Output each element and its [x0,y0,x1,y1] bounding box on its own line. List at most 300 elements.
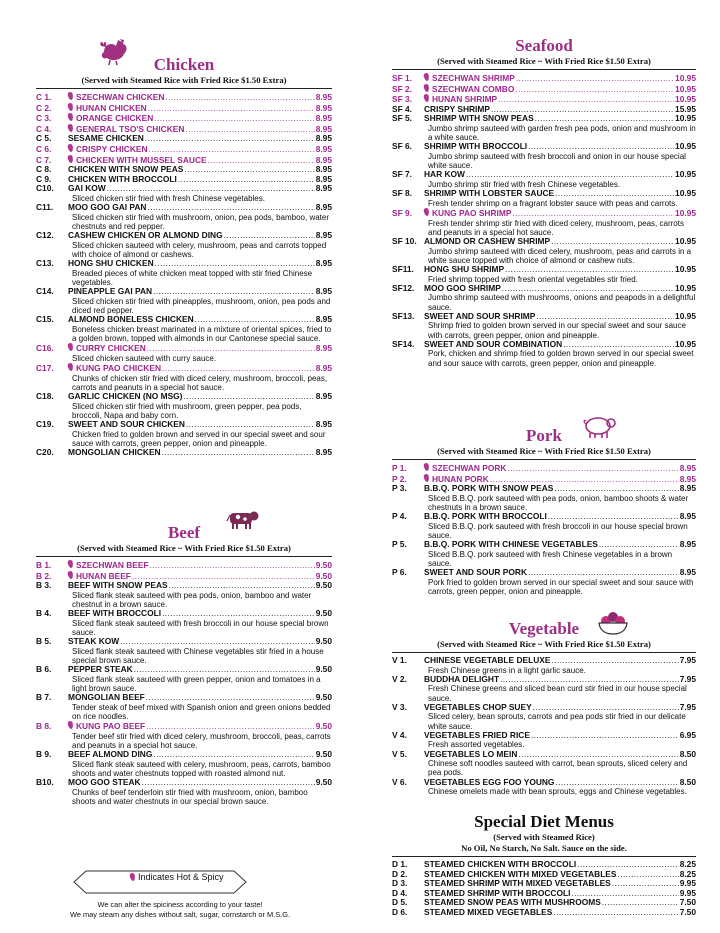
item-name: SZECHWAN COMBO [432,83,515,94]
item-price: 8.95 [315,123,332,134]
item-code: D 2. [392,868,408,879]
chili-pepper-icon [67,560,74,569]
divider [36,556,332,557]
item-code: SF13. [392,310,415,321]
item-description: Tender steak of beef mixed with Spanish onion and green onions bedded on rice noodles. [72,702,331,721]
item-name: ALMOND OR CASHEW SHRIMP [424,235,551,246]
chili-pepper-icon [67,363,74,372]
dot-leader [535,114,674,124]
menu-item [392,84,696,95]
item-code: SF 1. [392,73,413,83]
item-price: 8.95 [315,92,332,102]
menu-item [36,184,332,203]
item-name: SZECHWAN BEEF [76,560,149,570]
item-code: B 5. [36,636,52,647]
item-code: C10. [36,183,54,194]
item-code: C 8. [36,164,52,175]
item-name: BEEF ALMOND DING [68,749,153,760]
dot-leader [553,908,678,918]
beef-subtitle: (Served with Steamed Rice ~ With Fried Rice $1.50 Extra) [77,543,291,553]
footer-line-1: We can alter the spiciness according to your taste! [97,900,263,909]
item-description: Boneless chicken breast marinated in a mixture of oriental spices, fried to a golden brown, topped with almonds in our Cantonese special sauce. [72,324,332,343]
dot-leader [528,142,674,152]
item-name: HUNAN PORK [432,473,489,484]
dot-leader [169,581,315,591]
item-name: PEPPER STEAK [68,664,133,675]
dot-leader [551,237,674,247]
item-price: 8.95 [315,133,332,144]
item-name: ALMOND BONELESS CHICKEN [68,314,194,325]
item-description: Fresh assorted vegetables. [428,740,525,750]
beef-title: Beef [167,523,201,542]
dot-leader [617,870,678,880]
item-price: 8.25 [679,859,696,869]
menu-item [392,189,696,208]
item-code: C11. [36,202,54,213]
item-name: STEAMED CHICKEN WITH BROCCOLI [424,859,577,869]
item-name: CHICKEN WITH BROCCOLI [68,173,177,184]
dot-leader [516,74,674,84]
dot-leader [147,203,314,213]
dot-leader [186,420,315,430]
item-name: MOO GOO STEAK [68,777,141,788]
item-price: 7.95 [679,673,696,684]
menu-item [36,363,332,392]
vegetable-section [392,619,696,796]
menu-item [392,908,696,918]
menu-item [392,484,696,512]
chicken-title: Chicken [153,55,215,74]
item-name: VEGETABLES LO MEIN [424,748,518,759]
legend-label: Indicates Hot & Spicy [138,872,224,882]
item-code: V 2. [392,673,407,684]
menu-item [392,675,696,703]
item-code: V 3. [392,701,407,712]
divider [392,856,696,857]
dot-leader [184,165,314,175]
item-description: Tender beef stir fried with diced celery, mushroom, broccoli, peas, carrots and peanuts in a special hot sauce. [72,731,331,750]
item-code: C18. [36,390,54,401]
chili-pepper-icon [67,343,74,352]
item-name: GARLIC CHICKEN (NO MSG) [68,390,183,401]
item-name: KUNG PAO SHRIMP [432,207,512,218]
item-code: C19. [36,418,54,429]
dot-leader [536,312,674,322]
item-code: SF 3. [392,94,413,105]
item-name: HAR KOW [424,169,465,180]
item-name: HUNAN CHICKEN [76,102,147,113]
dot-leader [533,703,679,713]
menu-item [36,750,332,778]
menu-item [36,144,332,155]
item-code: SF 2. [392,83,413,94]
item-price: 10.95 [675,338,696,349]
item-description: Sliced chicken stir fried with mushroom, green pepper, pea pods, broccoli, Napa and baby corn. [72,401,302,420]
item-price: 7.95 [679,701,696,712]
menu-item [36,392,332,420]
item-code: D 4. [392,887,408,898]
item-price: 8.95 [315,154,332,165]
menu-item [36,134,332,144]
dot-leader [149,145,315,155]
dot-leader [150,561,315,571]
item-price: 10.95 [675,141,696,152]
item-description: Sliced chicken stir fried with mushroom, onion, pea pods, bamboo, water chestnuts and red pepper. [72,212,330,231]
item-code: B 4. [36,608,52,619]
item-name: VEGETABLES EGG FOO YOUNG [424,776,555,787]
menu-item [36,609,332,637]
item-name: SHRIMP WITH LOBSTER SAUCE [424,188,555,199]
item-name: KUNG PAO CHICKEN [76,362,161,373]
item-code: SF14. [392,338,415,349]
item-code: C 9. [36,173,52,184]
special-diet-subtitle: (Served with Steamed Rice) [493,832,595,842]
chili-pepper-icon [423,473,430,482]
item-description: Sliced flank steak sauteed with Chinese vegetables stir fried in a house special brown sauce. [72,646,324,665]
item-price: 8.50 [679,776,696,787]
menu-item [36,693,332,721]
item-name: CHICKEN WITH SNOW PEAS [68,164,184,175]
item-price: 10.95 [675,263,696,274]
item-price: 8.95 [315,102,332,113]
menu-item [392,208,696,237]
item-description: Jumbo shrimp stir fried with fresh Chinese vegetables. [428,179,621,189]
dot-leader [531,731,679,741]
divider [392,652,696,653]
item-description: Chunks of chicken stir fried with diced celery, mushroom, broccoli, peas, carrots and peanuts in a special hot sauce. [72,373,328,392]
item-price: 10.95 [675,83,696,94]
item-code: P 5. [392,539,407,550]
item-code: C12. [36,230,54,241]
item-name: B.B.Q. PORK WITH BROCCOLI [424,511,547,522]
item-name: STEAMED SNOW PEAS WITH MUSHROOMS [424,897,601,908]
item-name: HONG SHU CHICKEN [68,258,154,269]
item-price: 8.95 [679,473,696,484]
item-description: Sliced B.B.Q. pork sauteed with fresh Chinese vegetables in a brown sauce. [428,549,673,568]
dot-leader [602,898,679,908]
seafood-title: Seafood [515,36,573,55]
item-description: Shrimp fried to golden brown served in our special sweet and sour sauce with carrots, green pepper, onion and pineapple. [428,321,686,340]
item-code: SF 8. [392,188,413,199]
divider [392,69,696,70]
pork-title: Pork [526,426,562,445]
item-price: 8.95 [315,173,332,184]
item-price: 8.95 [315,202,332,213]
chili-pepper-icon [423,94,430,103]
dot-leader [599,540,679,550]
pork-subtitle: (Served with Steamed Rice ~ With Fried Rice $1.50 Extra) [437,446,651,456]
item-description: Sliced celery, bean sprouts, carrots and pea pods stir fried in our delicate white sauce. [428,712,686,731]
item-price: 9.50 [315,749,332,760]
divider [392,459,696,460]
item-code: SF 9. [392,207,413,218]
menu-item [392,284,696,312]
item-name: VEGETABLES FRIED RICE [424,729,530,740]
dot-leader [165,93,314,103]
item-price: 8.95 [315,343,332,354]
item-code: C 3. [36,113,52,124]
dot-leader [145,134,315,144]
item-price: 8.95 [315,418,332,429]
item-price: 8.95 [315,446,332,457]
dot-leader [551,656,678,666]
item-price: 10.95 [675,94,696,105]
item-name: GENERAL TSO'S CHICKEN [76,123,185,134]
seafood-subtitle: (Served with Steamed Rice ~ With Fried Rice $1.50 Extra) [437,56,651,66]
menu-item [36,231,332,259]
item-name: SWEET AND SOUR SHRIMP [424,310,536,321]
menu-item [36,113,332,124]
item-name: STEAMED MIXED VEGETABLES [424,906,553,917]
item-code: B 8. [36,721,52,732]
menu-item [392,703,696,731]
chili-pepper-icon [423,83,430,92]
item-code: B 9. [36,749,52,760]
menu-item [392,750,696,778]
menu-item [36,287,332,315]
item-price: 15.95 [675,103,696,114]
item-price: 8.95 [679,511,696,522]
chili-pepper-icon [67,144,74,153]
item-price: 8.95 [315,164,332,175]
vegetable-title: Vegetable [508,619,580,638]
dot-leader [500,675,679,685]
dot-leader [507,464,678,474]
item-price: 8.95 [315,143,332,154]
item-price: 8.95 [315,230,332,241]
menu-item [392,778,696,797]
item-code: D 6. [392,906,408,917]
divider [36,88,332,89]
item-code: V 5. [392,748,407,759]
menu-item [36,721,332,750]
item-name: CURRY CHICKEN [76,343,146,354]
chili-pepper-icon [129,873,136,882]
item-description: Sliced B.B.Q. pork sauteed with fresh broccoli in our house special brown sauce. [428,521,688,540]
menu-item [392,237,696,265]
item-description: Jumbo shrimp sauteed with fresh broccoli and onion in our house special white sauce. [428,151,686,171]
dot-leader [466,170,674,180]
dot-leader [120,637,315,647]
item-code: SF11. [392,263,414,274]
item-name: HUNAN SHRIMP [432,94,498,105]
item-description: Chunks of beef tenderloin stir fried with mushroom, onion, bamboo shoots and water chestnuts in our special brown sauce. [72,787,308,806]
item-code: SF 6. [392,141,413,152]
hot-spicy-legend [78,871,224,883]
item-description: Sliced B.B.Q. pork sauteed with pea pods, onion, bamboo shoots & water chestnuts in a brown sauce. [428,493,689,512]
item-price: 10.95 [675,207,696,218]
dot-leader [134,665,315,675]
item-price: 9.50 [315,608,332,619]
vegetable-subtitle: (Served with Steamed Rice ~ With Fried Rice $1.50 Extra) [437,639,651,649]
menu-item [392,512,696,540]
item-name: STEAK KOW [68,636,120,647]
item-description: Pork, chicken and shrimp fried to golden brown served in our special sweet and sour sauce with carrots, green pepper, onion and pineapple. [428,349,694,368]
dot-leader [505,265,674,275]
item-price: 9.50 [315,692,332,703]
special-diet-items [392,860,696,918]
dot-leader [528,568,679,578]
item-description: Fresh tender shrimp on a fragrant lobster sauce with peas and carrots. [428,198,678,208]
special-diet-section [392,812,696,918]
item-name: MOO GOO SHRIMP [424,282,501,293]
item-price: 8.95 [315,286,332,297]
item-price: 9.95 [679,887,696,898]
item-name: BEEF WITH BROCCOLI [68,608,162,619]
item-description: Chinese omelets made with bean sprouts, eggs and Chinese vegetables. [428,787,687,797]
footer-line-2: We may steam any dishes without salt, sugar, cornstarch or M.S.G. [69,910,291,919]
dot-leader [548,512,679,522]
item-name: CHINESE VEGETABLE DELUXE [424,655,551,665]
item-description: Jumbo shrimp sauteed with garden fresh pea pods, onion and mushroom in a white sauce. [428,123,696,143]
item-name: CASHEW CHICKEN OR ALMOND DING [68,230,223,241]
item-price: 8.95 [315,314,332,325]
beef-section [36,523,332,806]
dot-leader [153,750,314,760]
chicken-subtitle: (Served with Steamed Rice with Fried Rice $1.50 Extra) [81,75,287,85]
dot-leader [146,693,315,703]
item-price: 10.95 [675,73,696,83]
item-description: Sliced chicken sauteed with celery, mushroom, peas and carrots topped with choice of almond or cashews. [72,240,327,259]
special-diet-title: Special Diet Menus [474,812,614,831]
chili-pepper-icon [67,113,74,122]
item-price: 10.95 [675,113,696,124]
item-name: MONGOLIAN BEEF [68,692,145,703]
menu-item [392,568,696,596]
item-code: D 5. [392,897,408,908]
item-description: Fresh Chinese greens in a light garlic sauce. [428,665,586,675]
dot-leader [107,184,315,194]
item-description: Sliced chicken sauteed with curry sauce. [72,353,217,363]
chili-pepper-icon [67,570,74,579]
dot-leader [162,364,315,374]
item-name: SHRIMP WITH BROCCOLI [424,141,528,152]
special-diet-note: No Oil, No Starch, No Salt. Sauce on the side. [461,843,627,853]
item-code: C 5. [36,133,52,144]
item-name: STEAMED CHICKEN WITH MIXED VEGETABLES [424,868,617,879]
item-name: SZECHWAN SHRIMP [432,73,515,83]
menu-item [392,463,696,474]
item-name: STEAMED SHRIMP WITH BROCCOLI [424,887,571,898]
menu-item [392,731,696,750]
item-price: 9.95 [679,878,696,889]
item-description: Sliced flank steak sauteed with celery, mushroom, peas, carrots, bamboo shoots and water chestnuts topped with roasted almond nut. [72,759,331,778]
item-code: B 7. [36,692,52,703]
item-price: 9.50 [315,636,332,647]
item-description: Sliced flank steak sauteed with green pepper, onion and tomatoes in a light brown sauce. [72,674,321,693]
item-price: 10.95 [675,235,696,246]
item-code: SF 5. [392,113,413,124]
dot-leader [148,104,315,114]
menu-item [392,312,696,340]
item-code: B 6. [36,664,52,675]
item-name: SWEET AND SOUR COMBINATION [424,338,563,349]
chili-pepper-icon [423,208,430,217]
dot-leader [162,448,315,458]
item-price: 10.95 [675,310,696,321]
item-description: Breaded pieces of white chicken meat topped with stir fried Chinese vegetables. [72,268,313,287]
item-description: Chicken fried to golden brown and served in our special sweet and sour sauce with carrots, green pepper, onion and pineapple. [72,429,326,448]
chili-pepper-icon [67,721,74,730]
dot-leader [498,95,674,105]
item-name: HUNAN BEEF [76,570,131,581]
dot-leader [183,392,314,402]
dot-leader [554,484,678,494]
item-price: 8.95 [679,463,696,473]
chili-pepper-icon [423,463,430,472]
chili-pepper-icon [67,102,74,111]
item-code: C 6. [36,143,52,154]
item-price: 10.95 [675,188,696,199]
item-code: C17. [36,362,54,373]
chili-pepper-icon [67,92,74,101]
item-price: 8.95 [315,390,332,401]
pork-items [392,463,696,596]
item-code: SF12. [392,282,415,293]
dot-leader [555,778,678,788]
item-code: P 2. [392,473,407,484]
item-description: Chinese soft noodles sauteed with carrot, bean sprouts, sliced celery and pea pods. [428,759,688,778]
item-name: CRISPY CHICKEN [76,143,148,154]
item-code: C14. [36,286,54,297]
menu-item [392,540,696,568]
dot-leader [515,85,674,95]
item-price: 8.95 [315,183,332,194]
item-name: GAI KOW [68,183,106,194]
dot-leader [224,231,315,241]
item-name: B.B.Q. PORK WITH SNOW PEAS [424,483,554,494]
item-price: 8.95 [679,539,696,550]
chili-pepper-icon [67,154,74,163]
item-name: KUNG PAO BEEF [76,721,146,732]
dot-leader [195,315,315,325]
dot-leader [154,114,314,124]
item-name: HONG SHU SHRIMP [424,263,505,274]
item-description: Sliced flank steak sauteed with pea pods, onion, bamboo and water chestnut in a brown sauce. [72,590,312,609]
item-price: 8.95 [315,258,332,269]
pork-section [392,426,696,596]
item-code: C 2. [36,102,52,113]
menu-item [392,142,696,170]
item-description: Fresh tender shrimp stir fried with diced celery, mushroom, peas, carrots and peanuts in a special hot sauce. [428,218,684,237]
item-price: 7.95 [679,655,696,665]
item-price: 9.50 [315,580,332,591]
item-name: PINEAPPLE GAI PAN [68,286,153,297]
item-code: V 4. [392,729,407,740]
menu-item [36,420,332,448]
item-code: P 3. [392,483,407,494]
seafood-items [392,73,696,368]
dot-leader [555,189,674,199]
item-name: SWEET AND SOUR CHICKEN [68,418,185,429]
vegetable-items [392,656,696,796]
item-price: 10.95 [675,169,696,180]
menu-item [392,114,696,142]
item-description: Pork fried to golden brown served in our special sweet and sour sauce with carrots, green pepper, onion and pineapple. [428,577,694,596]
item-name: BEEF WITH SNOW PEAS [68,580,168,591]
item-name: CHICKEN WITH MUSSEL SAUCE [76,154,207,165]
menu-item [36,448,332,458]
item-name: CRISPY SHRIMP [424,103,490,114]
menu-item [36,203,332,231]
item-description: Fried shrimp topped with fresh oriental vegetables stir fried. [428,274,638,284]
item-description: Jumbo shrimp sauteed with diced celery, mushroom, peas and carrots in a white sauce topped with choice of almond or cashew nuts. [428,246,692,265]
dot-leader [155,259,315,269]
item-name: ORANGE CHICKEN [76,113,154,124]
item-price: 9.50 [315,721,332,732]
item-code: C 1. [36,92,52,102]
item-price: 7.50 [679,897,696,908]
